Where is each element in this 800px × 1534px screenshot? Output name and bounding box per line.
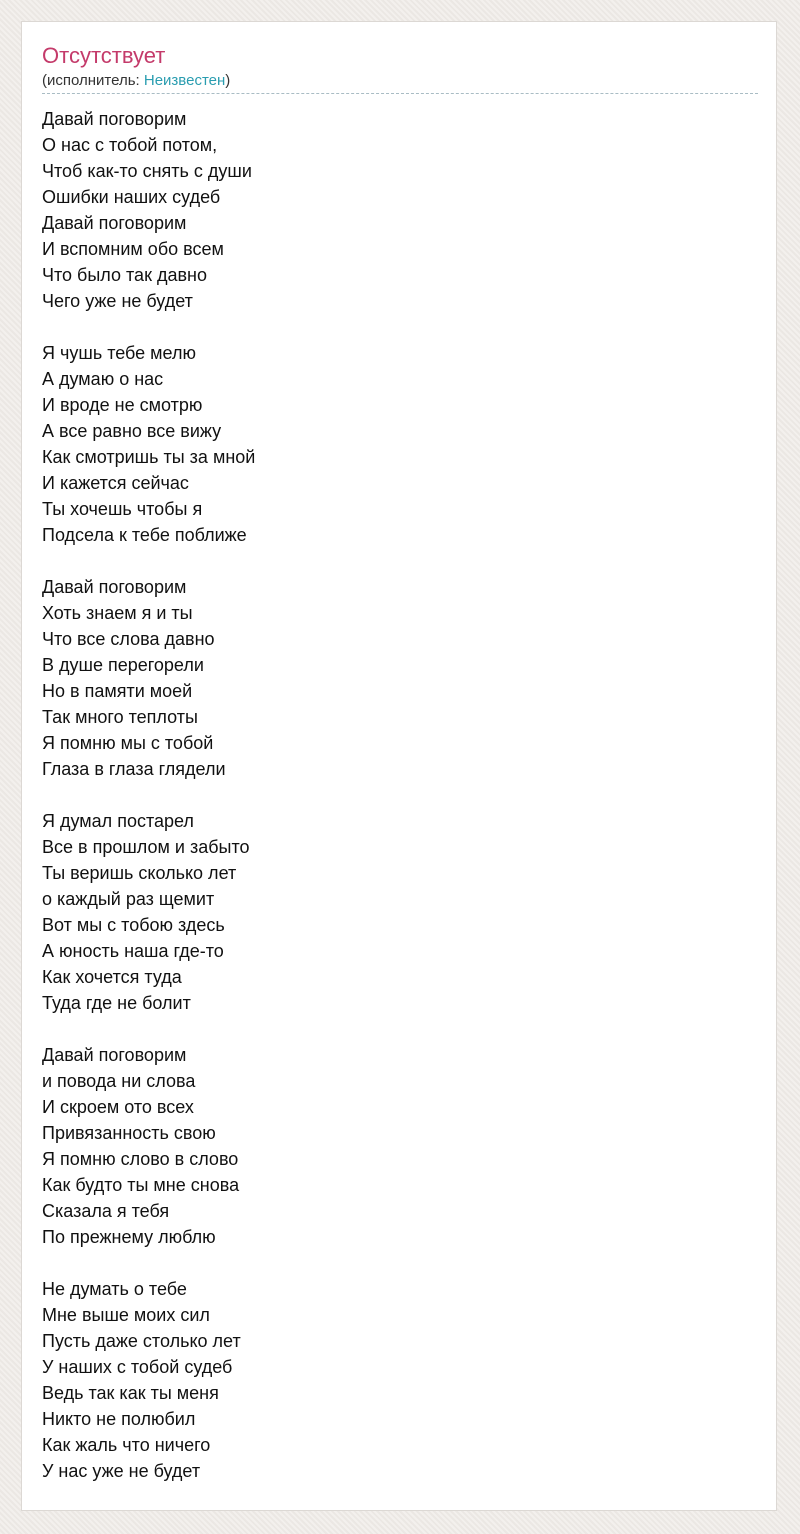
lyric-line: И кажется сейчас <box>42 473 189 493</box>
artist-prefix: (исполнитель: <box>42 72 144 89</box>
lyric-line: Вот мы с тобою здесь <box>42 915 225 935</box>
lyric-line: Как будто ты мне снова <box>42 1175 240 1195</box>
lyric-line: Ты веришь сколько лет <box>42 863 237 883</box>
lyric-line: И вроде не смотрю <box>42 395 203 415</box>
lyric-line: Как смотришь ты за мной <box>42 447 256 467</box>
lyric-line: о каждый раз щемит <box>42 889 215 909</box>
lyric-line: Как жаль что ничего <box>42 1435 211 1455</box>
lyric-line: И скроем ото всех <box>42 1097 194 1117</box>
lyric-line: Давай поговорим <box>42 577 187 597</box>
lyric-line: Давай поговорим <box>42 213 187 233</box>
lyric-line: Но в памяти моей <box>42 681 193 701</box>
artist-link[interactable]: Неизвестен <box>143 72 226 89</box>
lyrics-card <box>21 21 777 1511</box>
lyrics-body <box>42 106 758 1510</box>
lyric-line: Что было так давно <box>42 265 207 285</box>
lyric-line: Все в прошлом и забыто <box>42 837 250 857</box>
lyric-line: А юность наша где-то <box>42 941 224 961</box>
lyric-line: Сказала я тебя <box>42 1201 170 1221</box>
lyric-line: Я помню мы с тобой <box>42 733 214 753</box>
lyric-line: Подсела к тебе поближе <box>42 525 247 545</box>
lyric-line: И вспомним обо всем <box>42 239 224 259</box>
song-header <box>42 42 758 94</box>
lyric-line: Привязанность свою <box>42 1123 216 1143</box>
lyric-line: По прежнему люблю <box>42 1227 216 1247</box>
song-title: Отсутствует <box>42 43 166 68</box>
lyric-line: Не думать о тебе <box>42 1279 187 1299</box>
lyric-line: В душе перегорели <box>42 655 204 675</box>
lyric-line: Пусть даже столько лет <box>42 1331 241 1351</box>
stanza <box>42 1276 758 1484</box>
lyric-line: Хоть знаем я и ты <box>42 603 193 623</box>
lyric-line: Мне выше моих сил <box>42 1305 210 1325</box>
lyric-line: Что все слова давно <box>42 629 215 649</box>
lyric-line: Я помню слово в слово <box>42 1149 239 1169</box>
lyric-line: У нас уже не будет <box>42 1461 201 1481</box>
lyric-line: Как хочется туда <box>42 967 182 987</box>
stanza <box>42 1042 758 1250</box>
lyric-line: Я думал постарел <box>42 811 194 831</box>
stanza <box>42 106 758 314</box>
lyric-line: Ошибки наших судеб <box>42 187 221 207</box>
stanza <box>42 340 758 548</box>
lyric-line: Давай поговорим <box>42 109 187 129</box>
stanza <box>42 574 758 782</box>
stanza <box>42 808 758 1016</box>
artist-suffix: ) <box>225 72 231 89</box>
lyric-line: Я чушь тебе мелю <box>42 343 196 363</box>
lyric-line: А думаю о нас <box>42 369 164 389</box>
lyric-line: Давай поговорим <box>42 1045 187 1065</box>
lyric-line: У наших с тобой судеб <box>42 1357 233 1377</box>
lyric-line: О нас с тобой потом, <box>42 135 218 155</box>
lyric-line: Ведь так как ты меня <box>42 1383 219 1403</box>
artist-line <box>42 70 758 92</box>
lyric-line: Чего уже не будет <box>42 291 193 311</box>
lyric-line: А все равно все вижу <box>42 421 222 441</box>
lyric-line: Глаза в глаза глядели <box>42 759 226 779</box>
lyric-line: Никто не полюбил <box>42 1409 196 1429</box>
lyric-line: Ты хочешь чтобы я <box>42 499 203 519</box>
lyric-line: Чтоб как-то снять с души <box>42 161 252 181</box>
lyric-line: Так много теплоты <box>42 707 198 727</box>
lyric-line: и повода ни слова <box>42 1071 196 1091</box>
lyric-line: Туда где не болит <box>42 993 191 1013</box>
